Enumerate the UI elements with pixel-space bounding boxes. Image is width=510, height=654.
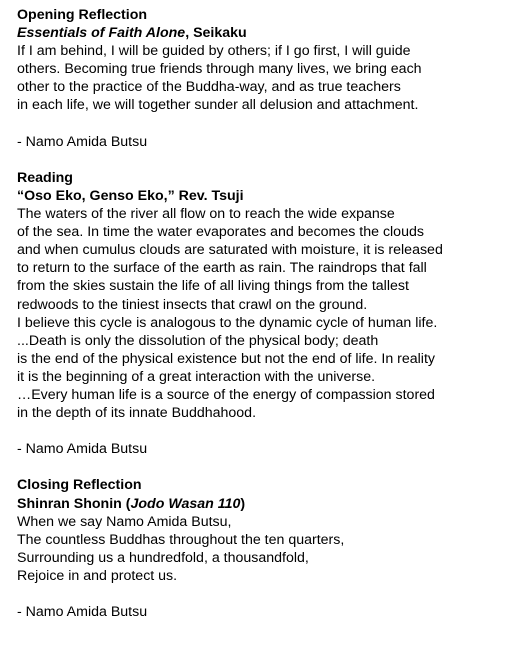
- closing-reflection-section: [17, 476, 507, 621]
- reading-source: “Oso Eko, Genso Eko,” Rev. Tsuji: [17, 187, 244, 204]
- opening-line: in each life, we will together sunder all delusion and attachment.: [17, 97, 419, 114]
- reading-line: to return to the surface of the earth as rain. The raindrops that fall: [17, 260, 427, 277]
- spacer: [17, 422, 507, 440]
- closing-line: Rejoice in and protect us.: [17, 567, 178, 584]
- closing-source-end: ): [240, 495, 246, 512]
- closing-source-title: Jodo Wasan 110: [130, 495, 241, 512]
- opening-heading: Opening Reflection: [17, 7, 148, 23]
- closing-source: [17, 495, 507, 513]
- reading-heading: Reading: [17, 169, 73, 186]
- closing-closing: - Namo Amida Butsu: [17, 604, 148, 621]
- closing-source-author: Shinran Shonin (: [17, 495, 131, 512]
- closing-line: Surrounding us a hundredfold, a thousandfold,: [17, 549, 309, 566]
- spacer: [17, 115, 507, 133]
- spacer: [17, 458, 507, 476]
- reading-line: and when cumulus clouds are saturated with moisture, it is released: [17, 242, 443, 259]
- opening-closing: - Namo Amida Butsu: [17, 133, 148, 150]
- reading-line: from the skies sustain the life of all living things from the tallest: [17, 278, 409, 295]
- reading-line: …Every human life is a source of the energy of compassion stored: [17, 386, 435, 403]
- closing-heading: Closing Reflection: [17, 477, 142, 494]
- spacer: [17, 585, 507, 603]
- opening-line: others. Becoming true friends through many lives, we bring each: [17, 61, 422, 78]
- spacer: [17, 151, 507, 169]
- reading-line: ...Death is only the dissolution of the physical body; death: [17, 332, 379, 349]
- opening-reflection-section: [17, 6, 507, 169]
- reading-line: of the sea. In time the water evaporates and becomes the clouds: [17, 224, 424, 241]
- reading-line: I believe this cycle is analogous to the dynamic cycle of human life.: [17, 314, 438, 331]
- reading-line: in the depth of its innate Buddhahood.: [17, 405, 257, 422]
- document-page: [17, 6, 507, 621]
- opening-source: [17, 24, 507, 42]
- closing-line: When we say Namo Amida Butsu,: [17, 513, 232, 530]
- reading-line: it is the beginning of a great interaction with the universe.: [17, 368, 376, 385]
- reading-line: is the end of the physical existence but not the end of life. In reality: [17, 350, 435, 367]
- opening-source-author: , Seikaku: [185, 25, 247, 42]
- opening-source-title: Essentials of Faith Alone: [17, 25, 186, 42]
- reading-line: The waters of the river all flow on to reach the wide expanse: [17, 206, 395, 223]
- reading-line: redwoods to the tiniest insects that crawl on the ground.: [17, 296, 368, 313]
- closing-line: The countless Buddhas throughout the ten quarters,: [17, 531, 345, 548]
- reading-closing: - Namo Amida Butsu: [17, 441, 148, 458]
- reading-section: [17, 169, 507, 477]
- opening-line: other to the practice of the Buddha-way, and as true teachers: [17, 79, 401, 96]
- opening-line: If I am behind, I will be guided by others; if I go first, I will guide: [17, 43, 411, 60]
